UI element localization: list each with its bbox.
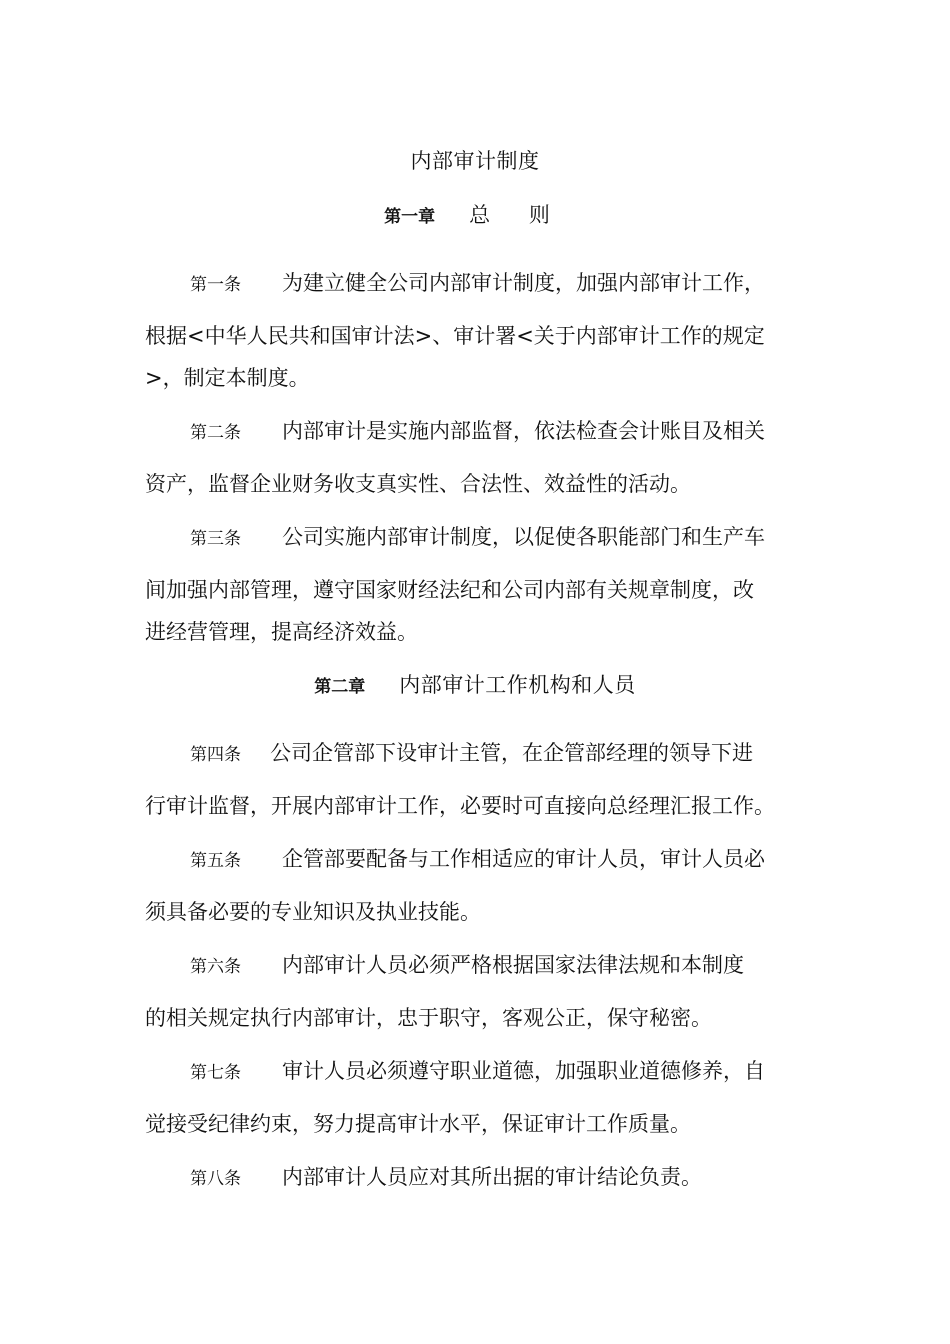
article-text: 企管部要配备与工作相适应的审计人员，审计人员必 — [282, 847, 765, 871]
article-text: 审计人员必须遵守职业道德，加强职业道德修养，自 — [282, 1059, 765, 1083]
article-8-line-1 — [190, 1162, 870, 1194]
article-5-line-1 — [190, 844, 870, 876]
article-text: 内部审计人员必须严格根据国家法律法规和本制度 — [282, 953, 744, 977]
article-label: 第三条 — [190, 529, 241, 549]
article-label: 第四条 — [190, 745, 241, 765]
article-7-line-2: 觉接受纪律约束，努力提高审计水平，保证审计工作质量。 — [145, 1112, 691, 1136]
article-1-line-3: >，制定本制度。 — [145, 366, 310, 390]
article-3-line-1 — [190, 522, 870, 554]
article-6-line-1 — [190, 950, 870, 982]
article-7-line-1 — [190, 1056, 870, 1088]
article-2-line-1 — [190, 416, 870, 448]
article-2-line-2: 资产，监督企业财务收支真实性、合法性、效益性的活动。 — [145, 472, 691, 496]
chapter-title: 总 则 — [469, 203, 566, 227]
article-text: 内部审计是实施内部监督，依法检查会计账目及相关 — [282, 419, 765, 443]
article-5-line-2: 须具备必要的专业知识及执业技能。 — [145, 900, 481, 924]
article-6-line-2: 的相关规定执行内部审计，忠于职守，客观公正，保守秘密。 — [145, 1006, 712, 1030]
chapter-heading-1 — [0, 200, 950, 232]
article-4-line-1 — [190, 738, 870, 770]
article-text: 为建立健全公司内部审计制度，加强内部审计工作， — [282, 271, 765, 295]
document-title: 内部审计制度 — [410, 149, 540, 173]
chapter-number: 第二章 — [314, 677, 366, 697]
article-label: 第一条 — [190, 275, 241, 295]
article-1-line-1 — [190, 268, 870, 300]
article-label: 第六条 — [190, 957, 241, 977]
article-3-line-2: 间加强内部管理，遵守国家财经法纪和公司内部有关规章制度，改 — [145, 578, 754, 602]
article-label: 第五条 — [190, 851, 241, 871]
article-text: 公司企管部下设审计主管，在企管部经理的领导下进 — [270, 741, 753, 765]
article-1-line-2: 根据<中华人民共和国审计法>、审计署<关于内部审计工作的规定 — [145, 324, 765, 348]
chapter-title: 内部审计工作机构和人员 — [399, 673, 636, 697]
article-label: 第七条 — [190, 1063, 241, 1083]
article-text: 公司实施内部审计制度，以促使各职能部门和生产车 — [282, 525, 765, 549]
article-label: 第八条 — [190, 1169, 241, 1189]
chapter-heading-2 — [0, 670, 950, 702]
article-4-line-2: 行审计监督，开展内部审计工作，必要时可直接向总经理汇报工作。 — [145, 794, 775, 818]
article-3-line-3: 进经营管理，提高经济效益。 — [145, 620, 418, 644]
article-text: 内部审计人员应对其所出据的审计结论负责。 — [282, 1165, 702, 1189]
article-label: 第二条 — [190, 423, 241, 443]
chapter-number: 第一章 — [384, 207, 436, 227]
